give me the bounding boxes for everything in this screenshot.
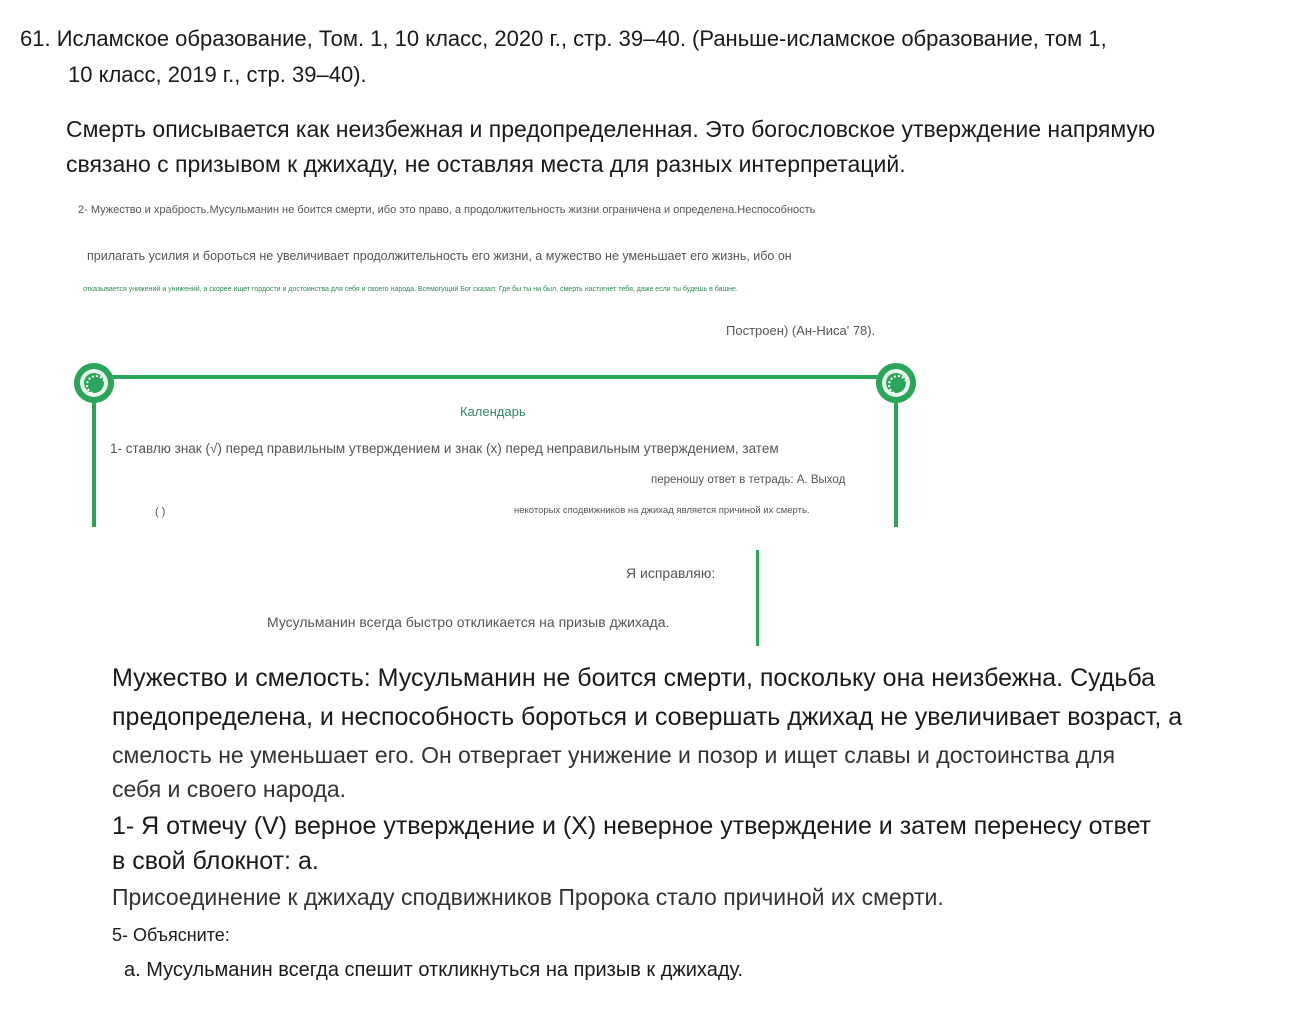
excerpt-quran-quote: отказывается унижений и унижений, а скорее ищет гордости и достоинства для себя и своего народа. Всемогущий Бог сказал: Где бы ты ни был, смерть настигнет тебя, даже если ты будешь в башне. bbox=[83, 286, 738, 293]
rosette-ornament-icon bbox=[74, 363, 114, 403]
exercise-question-line-2: переношу ответ в тетрадь: А. Выход bbox=[651, 474, 846, 486]
source-line-2: 10 класс, 2019 г., стр. 39–40). bbox=[68, 62, 367, 87]
frame-left-border bbox=[92, 395, 96, 527]
textbook-excerpt-image bbox=[60, 195, 930, 650]
excerpt-paragraph-line-1: 2- Мужество и храбрость.Мусульманин не боится смерти, ибо это право, а продолжительность жизни ограничена и определена.Неспособность bbox=[78, 204, 816, 216]
translation-line-5: 1- Я отмечу (V) верное утверждение и (X) неверное утверждение и затем перенесу ответ bbox=[112, 812, 1151, 840]
correction-divider bbox=[756, 550, 759, 646]
answer-parentheses: ( ) bbox=[155, 506, 166, 518]
rosette-ornament-icon bbox=[876, 363, 916, 403]
exercise-question-line-3: некоторых сподвижников на джихад является причиной их смерть. bbox=[514, 505, 810, 516]
excerpt-paragraph-line-2: прилагать усилия и бороться не увеличивает продолжительность его жизни, а мужество не уменьшает его жизнь, ибо он bbox=[87, 249, 792, 263]
calendar-title: Календарь bbox=[460, 404, 526, 419]
translation-line-4: себя и своего народа. bbox=[112, 776, 347, 802]
intro-paragraph bbox=[66, 112, 1155, 182]
source-line-1: 61. Исламское образование, Том. 1, 10 класс, 2020 г., стр. 39–40. (Раньше-исламское образование, том 1, bbox=[20, 26, 1107, 51]
frame-right-border bbox=[894, 395, 898, 527]
translation-line-1: Мужество и смелость: Мусульманин не боится смерти, поскольку она неизбежна. Судьба bbox=[112, 664, 1156, 692]
calendar-frame bbox=[68, 375, 926, 527]
correction-text: Мусульманин всегда быстро откликается на призыв джихада. bbox=[267, 614, 670, 630]
excerpt-citation: Построен) (Ан-Ниса' 78). bbox=[726, 323, 876, 338]
intro-line-2: связано с призывом к джихаду, не оставляя места для разных интерпретаций. bbox=[66, 151, 906, 177]
frame-top-border bbox=[88, 375, 906, 379]
translation-explain-item: а. Мусульманин всегда спешит откликнуться на призыв к джихаду. bbox=[124, 959, 744, 981]
translation-line-7: Присоединение к джихаду сподвижников Пророка стало причиной их смерти. bbox=[112, 884, 944, 910]
correction-title: Я исправляю: bbox=[626, 565, 716, 581]
translation-line-6: в свой блокнот: а. bbox=[112, 847, 319, 875]
exercise-question-line-1: 1- ставлю знак (√) перед правильным утверждением и знак (х) перед неправильным утверждением, затем bbox=[110, 441, 779, 456]
translation-line-3: смелость не уменьшает его. Он отвергает унижение и позор и ищет славы и достоинства для bbox=[112, 742, 1116, 768]
translation-explain-heading: 5- Объясните: bbox=[112, 925, 230, 945]
translation-line-2: предопределена, и неспособность бороться и совершать джихад не увеличивает возраст, а bbox=[112, 703, 1183, 731]
intro-line-1: Смерть описывается как неизбежная и предопределенная. Это богословское утверждение напрямую bbox=[66, 116, 1156, 142]
